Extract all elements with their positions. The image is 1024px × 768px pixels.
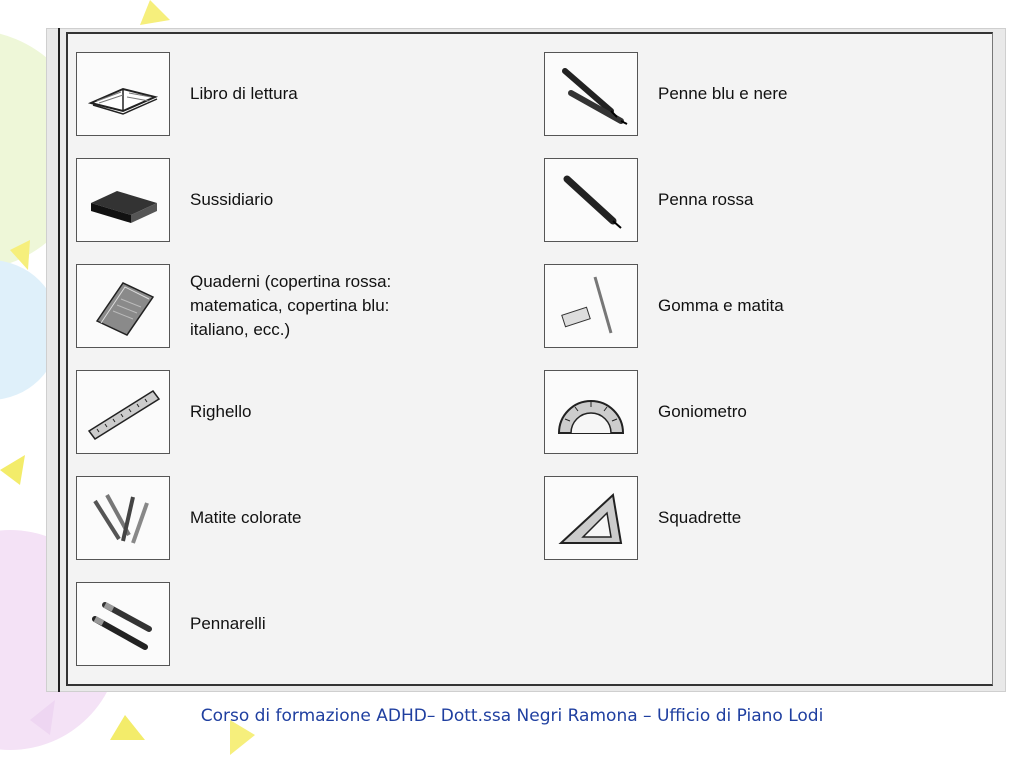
protractor-icon — [544, 370, 638, 454]
item-righello — [76, 370, 251, 454]
item-label: Squadrette — [658, 508, 742, 527]
item-label: Gomma e matita — [658, 296, 784, 315]
notebook-icon — [76, 264, 170, 348]
open-book-icon — [76, 52, 170, 136]
markers-icon — [76, 582, 170, 666]
item-label: Penne blu e nere — [658, 84, 788, 103]
item-quaderni — [76, 264, 391, 348]
item-label: Righello — [190, 402, 252, 421]
item-goniometro — [544, 370, 747, 454]
closed-book-icon — [76, 158, 170, 242]
item-label: Sussidiario — [190, 190, 274, 209]
pens-icon — [544, 52, 638, 136]
item-matite-colorate — [76, 476, 302, 560]
item-label: Goniometro — [658, 402, 747, 421]
item-penna-rossa — [544, 158, 753, 242]
item-pennarelli — [76, 582, 266, 666]
slide-footer: Corso di formazione ADHD– Dott.ssa Negri Ramona – Ufficio di Piano Lodi — [200, 706, 824, 726]
page-edge — [58, 28, 60, 692]
item-squadrette — [544, 476, 741, 560]
materials-panel — [66, 32, 993, 686]
ruler-icon — [76, 370, 170, 454]
item-label: Pennarelli — [190, 614, 266, 633]
item-label: Libro di lettura — [190, 84, 298, 103]
item-gomma-e-matita — [544, 264, 784, 348]
item-sussidiario — [76, 158, 273, 242]
colored-pencils-icon — [76, 476, 170, 560]
item-libro-di-lettura — [76, 52, 298, 136]
eraser-pencil-icon — [544, 264, 638, 348]
scanned-page — [46, 28, 1006, 692]
item-penne-blu-e-nere — [544, 52, 788, 136]
item-label: Quaderni (copertina rossa: matematica, copertina blu: italiano, ecc.) — [190, 272, 392, 339]
item-label: Matite colorate — [190, 508, 302, 527]
set-square-icon — [544, 476, 638, 560]
item-label: Penna rossa — [658, 190, 754, 209]
pen-icon — [544, 158, 638, 242]
